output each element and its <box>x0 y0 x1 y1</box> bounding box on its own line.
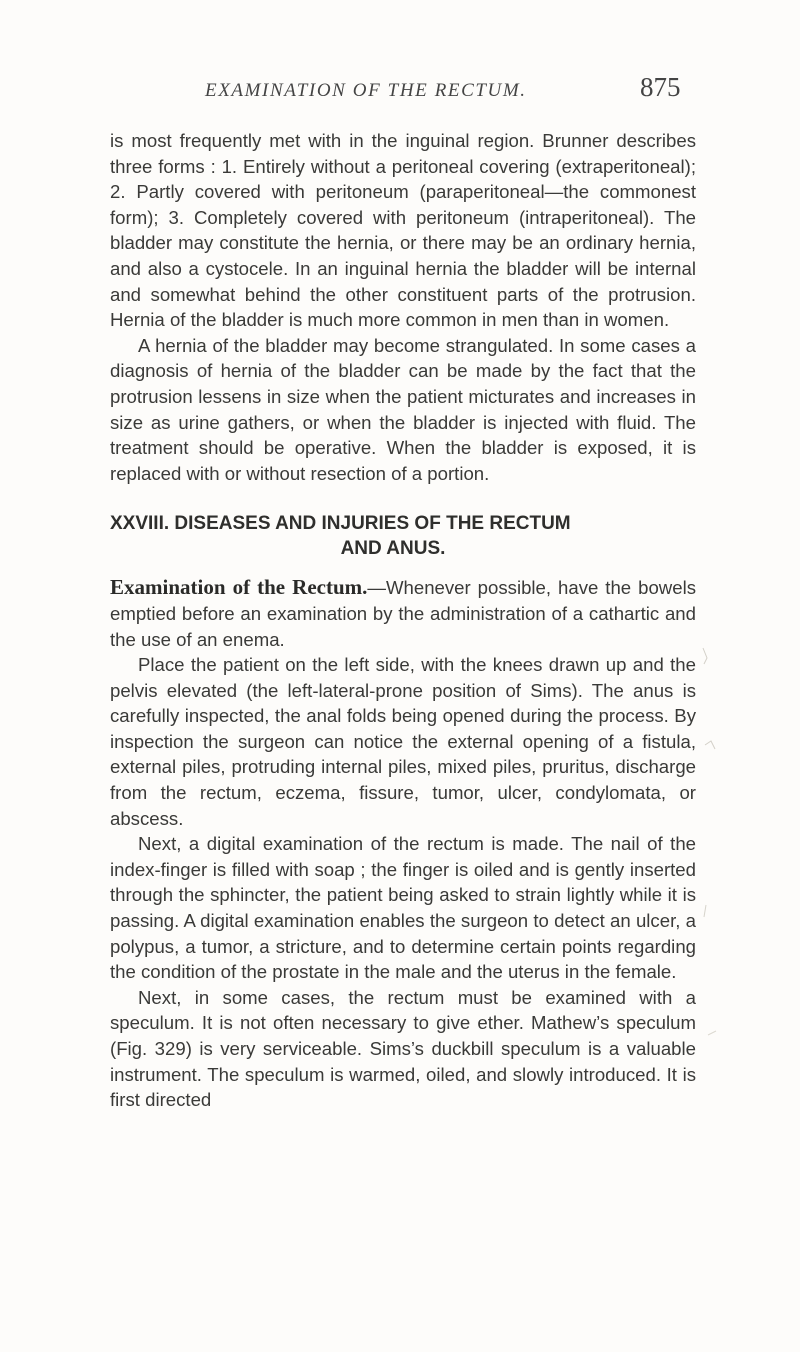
running-head-title: EXAMINATION OF THE RECTUM. <box>205 80 527 101</box>
paragraph-examination-text: —Whenever possible, have the bowels emptied before an examination by the administration of a cathartic and the use of an enema. <box>110 577 696 650</box>
paragraph-inspection: Place the patient on the left side, with the knees drawn up and the pelvis elevated (the left-lateral-prone position of Sims). The anus is carefully inspected, the anal folds being opened during the process. By inspection the surgeon can notice the external opening of a fistula, external piles, protruding internal piles, mixed piles, pruritus, discharge from the rectum, eczema, fissure, tumor, ulcer, condylomata, or abscess. <box>110 654 696 829</box>
paragraph-strangulation: A hernia of the bladder may become strangulated. In some cases a diagnosis of hernia of the bladder can be made by the fact that the protrusion lessens in size when the patient micturates and increases in size as urine gathers, or when the bladder is injected with fluid. The treatment should be operative. When the bladder is exposed, it is replaced with or without resection of a portion. <box>110 334 696 484</box>
paragraph-digital-exam: Next, a digital examination of the rectum is made. The nail of the index-finger is filled with soap ; the finger is oiled and is gently inserted through the sphincter, the patient being asked to strain lightly while it is passing. A digital examination enables the surgeon to detect an ulcer, a polypus, a tumor, a stricture, and to determine certain points regarding the condition of the prostate in the male and the uterus in the female. <box>110 833 696 983</box>
paragraph-examination <box>110 575 696 652</box>
paragraph-continued: is most frequently met with in the inguinal region. Brunner describes three forms : 1. Entirely without a peritoneal covering (extraperitoneal); 2. Partly covered with peritoneum (paraperitoneal—the commonest form); 3. Completely covered with peritoneum (intraperitoneal). The bladder may constitute the hernia, or there may be an ordinary hernia, and also a cystocele. In an inguinal hernia the bladder will be internal and somewhat behind the other constituent parts of the protrusion. Hernia of the bladder is much more common in men than in women. <box>110 130 696 331</box>
page-number: 875 <box>640 72 681 102</box>
section-heading-line1: XXVIII. DISEASES AND INJURIES OF THE RECTUM <box>110 513 571 535</box>
body-text <box>110 128 696 1113</box>
runin-title: Examination of the Rectum. <box>110 575 368 600</box>
section-heading-line2: AND ANUS. <box>340 538 446 560</box>
section-heading <box>110 511 696 561</box>
paragraph-speculum: Next, in some cases, the rectum must be examined with a speculum. It is not often necessary to give ether. Mathew’s speculum (Fig. 329) is very serviceable. Sims’s duckbill speculum is a valuable instrument. The speculum is warmed, oiled, and slowly introduced. It is first directed <box>110 986 696 1111</box>
running-head <box>0 70 800 110</box>
